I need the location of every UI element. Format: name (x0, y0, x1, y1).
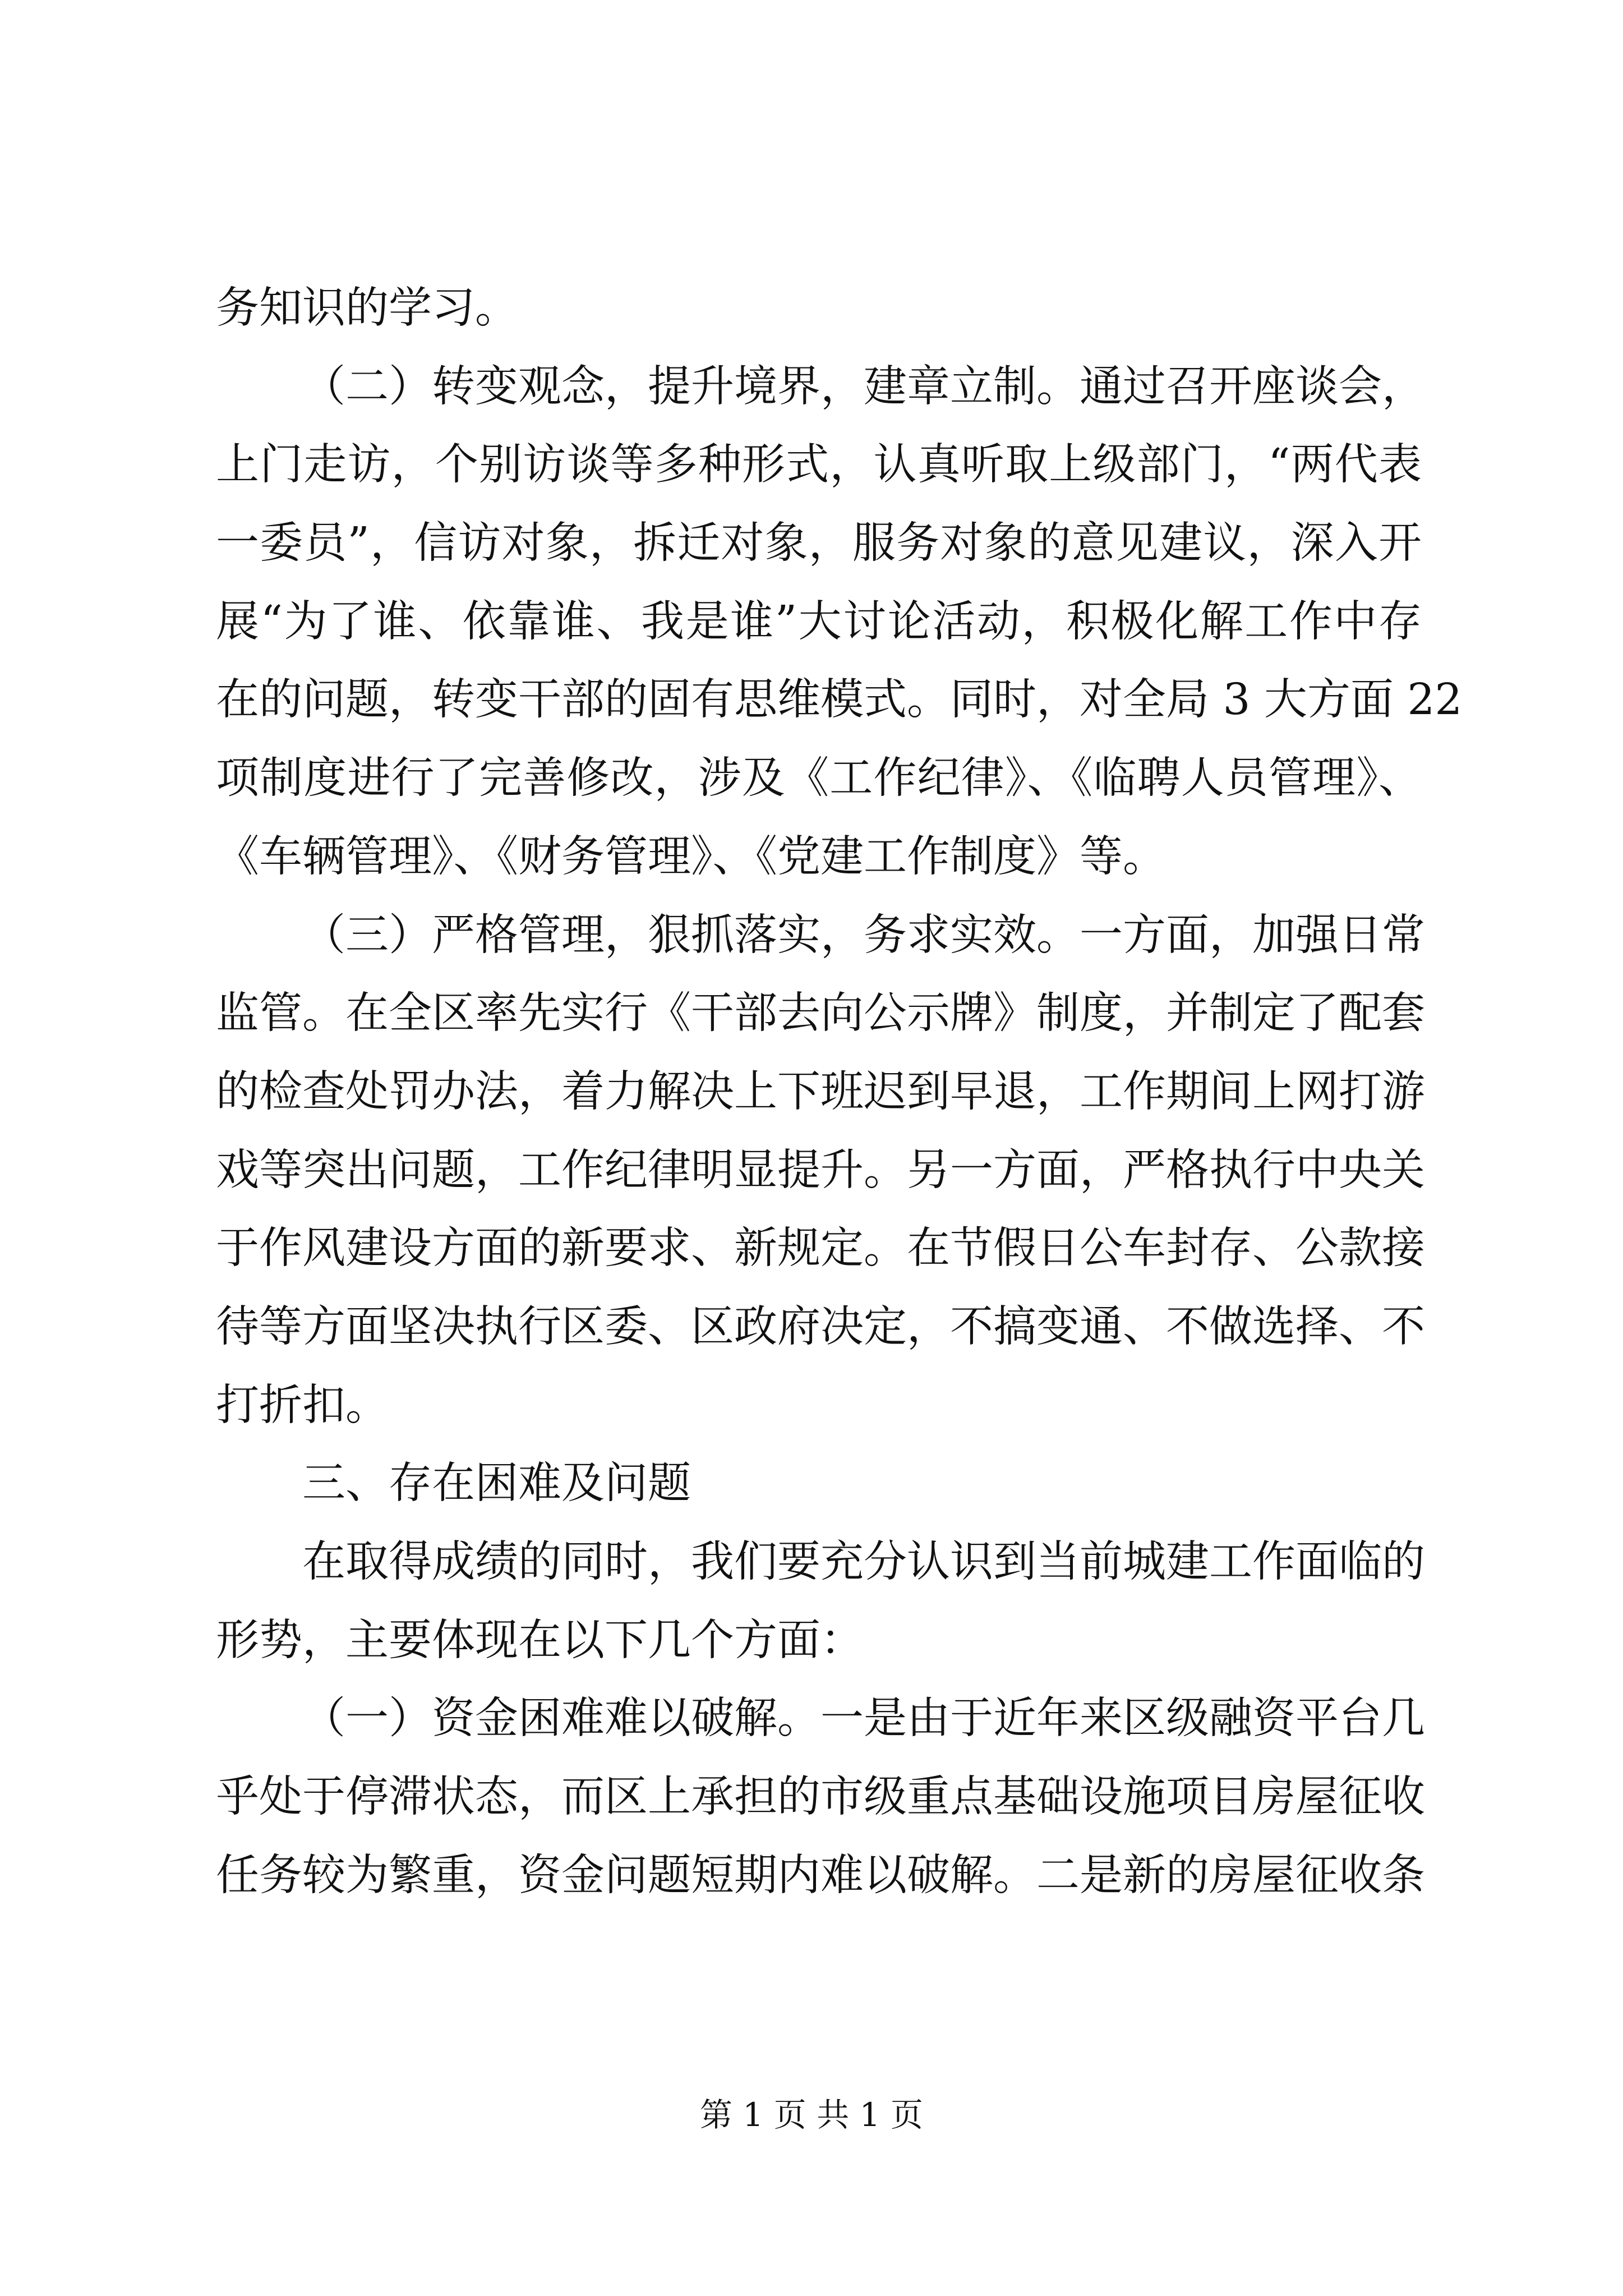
text-line: 《车辆管理》、《财务管理》、《党建工作制度》等。 (216, 831, 1166, 882)
page-footer (0, 2095, 1623, 2134)
text-line: 项制度进行了完善修改，涉及《工作纪律》、《临聘人员管理》、 (216, 753, 1422, 804)
text-line: 形势，主要体现在以下几个方面： (216, 1615, 864, 1665)
text-line: 务知识的学习。 (216, 283, 518, 333)
text-line: 于作风建设方面的新要求、新规定。在节假日公车封存、公款接 (216, 1223, 1425, 1274)
text-line: 待等方面坚决执行区委、区政府决定，不搞变通、不做选择、不 (216, 1301, 1425, 1352)
text-line: 任务较为繁重，资金问题短期内难以破解。二是新的房屋征收条 (216, 1850, 1425, 1901)
text-line: 展“为了谁、依靠谁、我是谁”大讨论活动，积极化解工作中存 (216, 596, 1422, 647)
text-line: 一委员”，信访对象，拆迁对象，服务对象的意见建议，深入开 (216, 518, 1422, 569)
text-line: 在取得成绩的同时，我们要充分认识到当前城建工作面临的 (302, 1537, 1425, 1587)
section-heading-line: （三）严格管理，狠抓落实，务求实效。一方面，加强日常 (302, 910, 1425, 960)
section-heading-line: （一）资金困难难以破解。一是由于近年来区级融资平台几 (302, 1694, 1425, 1744)
text-line: 打折扣。 (216, 1380, 389, 1430)
document-body (216, 269, 1463, 1915)
text-line: 在的问题，转变干部的固有思维模式。同时，对全局 3 大方面 22 (216, 675, 1463, 725)
text-line: 监管。在全区率先实行《干部去向公示牌》制度，并制定了配套 (216, 988, 1425, 1039)
text-line: 乎处于停滞状态，而区上承担的市级重点基础设施项目房屋征收 (216, 1772, 1425, 1823)
section-heading-line: （二）转变观念，提升境界，建章立制。通过召开座谈会， (302, 361, 1425, 412)
page-number-label: 第 1 页 共 1 页 (700, 2096, 923, 2134)
text-line: 的检查处罚办法，着力解决上下班迟到早退，工作期间上网打游 (216, 1066, 1425, 1117)
chapter-heading: 三、存在困难及问题 (302, 1458, 691, 1509)
text-line: 上门走访，个别访谈等多种形式，认真听取上级部门，“两代表 (216, 440, 1422, 490)
text-line: 戏等突出问题，工作纪律明显提升。另一方面，严格执行中央关 (216, 1145, 1425, 1195)
